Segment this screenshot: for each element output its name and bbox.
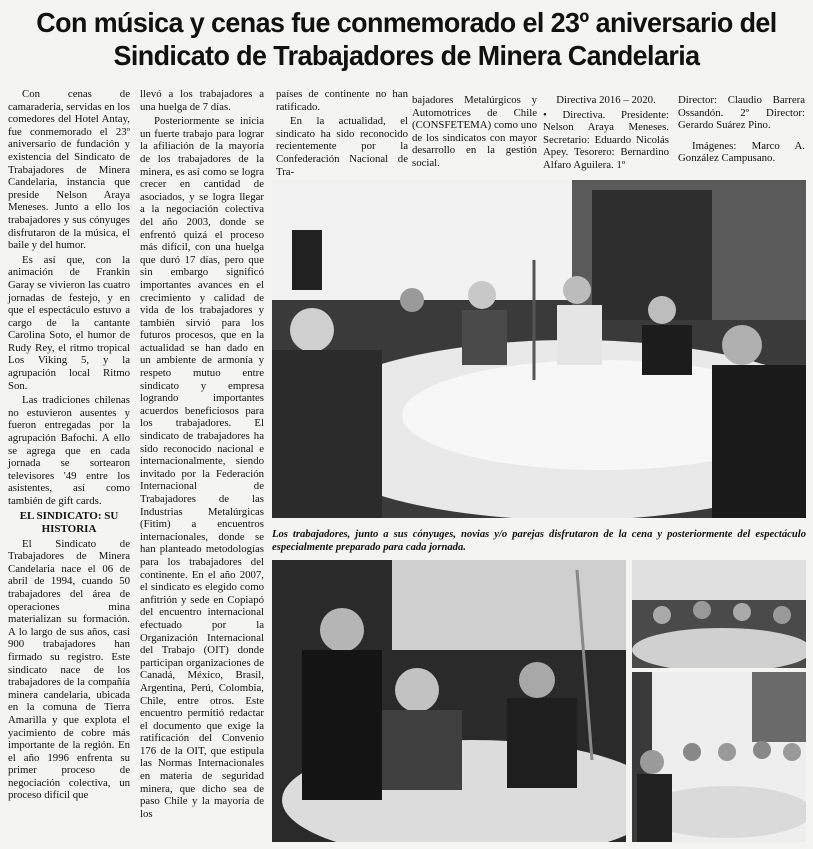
article-column-2 bbox=[140, 88, 264, 822]
paragraph: El Sindicato de Trabajadores de Minera Candelaria nace el 06 de abril de 1994, cuando 50 trabajadores del área de operaciones mina materializan su formación. A lo largo de sus años, casi 900 trabajadores han firmado su registro. Este sindicato nace de los trabajadores de la compañía minera candelaria, ubicada en la comuna de Tierra Amarilla y que explota el yacimiento de cobre más importante de la región. En el año 1996 enfrenta su primer proceso de negociación colectiva, un proceso difícil que bbox=[8, 537, 130, 802]
article-column-5 bbox=[543, 94, 669, 174]
headline bbox=[22, 6, 791, 72]
article-column-1 bbox=[8, 88, 130, 804]
photo-caption: Los trabajadores, junto a sus cónyuges, novias y/o parejas disfrutaron de la cena y posteriormente del espectáculo especialmente preparado para cada jornada. bbox=[272, 529, 806, 553]
paragraph: Las tradiciones chilenas no estuvieron ausentes y fueron entregadas por la agrupación Bafochi. A ello se agrega que en cada jornada se sortearon televisores '49 entre los asistentes, así como también de gift cards. bbox=[8, 394, 130, 507]
paragraph: países de continente no han ratificado. bbox=[276, 88, 408, 113]
headline-line-1: Con música y cenas fue conmemorado el 23º aniversario del bbox=[36, 7, 777, 38]
paragraph: Con cenas de camaradería, servidas en los comedores del Hotel Antay, fue conmemorado el 23º aniversario de fundación y existencia del Sindicato de Trabajadores de Minera Candelaria, instancia que preside Nelson Araya Meneses. Junto a ello los trabajadores y sus cónyuges disfrutaron de la música, el baile y del humor. bbox=[8, 88, 130, 252]
paragraph: En la actualidad, el sindicato ha sido reconocido recientemente por la Confederación Nacional de Tra- bbox=[276, 115, 408, 178]
paragraph: Es así que, con la animación de Frankin Garay se vivieron las cuatro jornadas de festejo, y en que el espectáculo estuvo a cargo de la cantante Carolina Soto, el humor de Rudy Rey, el ritmo tropical Los Viking 5, y la agrupación local Ritmo Son. bbox=[8, 253, 130, 392]
article-column-3 bbox=[276, 88, 408, 180]
bottom-dinner-photo bbox=[272, 560, 626, 842]
section-subheading: EL SINDICATO: SU HISTORIA bbox=[19, 509, 119, 535]
headline-line-2: Sindicato de Trabajadores de Minera Candelaria bbox=[113, 40, 700, 71]
main-dinner-photo bbox=[272, 180, 806, 518]
paragraph: Imágenes: Marco A. González Campusano. bbox=[678, 139, 805, 165]
article-column-6 bbox=[678, 94, 805, 167]
paragraph: llevó a los trabajadores a una huelga de 7 días. bbox=[140, 88, 264, 113]
small-photo-bottom bbox=[632, 672, 806, 842]
paragraph: bajadores Metalúrgicos y Automotrices de Chile (CONSFETEMA) como uno de los sindicatos con mayor desarrollo en la gestión social. bbox=[412, 94, 537, 169]
paragraph: Posteriormente se inicia un fuerte trabajo para lograr la afiliación de la mayoría de los trabajadores de la minera, es así como se logra crecer en cantidad de asociados, y se logra llegar a la negociación colectiva del año 2003, donde se enfrentó quizá el proceso más difícil, con una huelga que duró 17 días, pero que sin embargo significó importantes avances en el crecimiento y calidad de vida de los trabajadores y también sirvió para los futuros procesos, que en la actualidad se han dado en un ambiente de armonía y respeto mutuo entre sindicato y empresa logrando importantes acuerdos beneficiosos para los trabajadores. El sindicato de trabajadores ha sido reconocido nacional e internacionalmente, siendo invitado por la Federación Internacional de Trabajadores de las Industrias Metalúrgicas (Fitim) a encuentros internacionales, donde se han planteado metodologías para los trabajadores del continente. En el año 2007, el sindicato es elegido como anfitrión y sede en Copiapó del encuentro internacional efectuado por la Organización Internacional del Trabajo (OIT) donde participan organizaciones de Canadá, México, Brasil, Argentina, Perú, Colombia, Chile, entre otros. Este encuentro permitió redactar el documento que exige la ratificación del Convenio 176 de la OIT, que estipula las Normas Internacionales en materia de seguridad minera, que dicho sea de paso Chile y la mayoría de los bbox=[140, 115, 264, 820]
paragraph: Directiva 2016 – 2020. bbox=[556, 94, 656, 106]
small-photo-top bbox=[632, 560, 806, 668]
paragraph: • Directiva. Presidente: Nelson Araya Meneses. Secretario: Eduardo Nicolás Apey. Tesorero: Bernardino Alfaro Aguilera. 1º bbox=[543, 108, 669, 171]
article-column-4 bbox=[412, 94, 537, 172]
paragraph: Director: Claudio Barrera Ossandón. 2º Director: Gerardo Suárez Pino. bbox=[678, 94, 805, 132]
